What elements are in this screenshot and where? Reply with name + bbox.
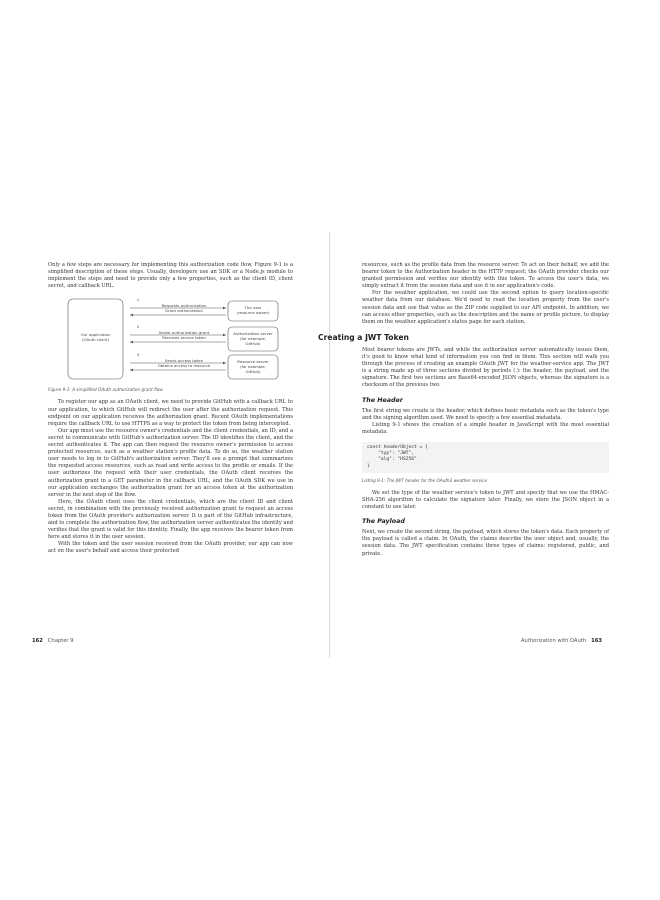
book-gutter [329,232,330,658]
subsection-heading: The Header [362,396,403,404]
authorization-server-label: Authorization server (for example, GitHub) [233,331,273,346]
arrow-label: Sends access token Obtains access to resource [157,358,211,368]
page-number: 163 [591,638,602,644]
paragraph: We set the type of the weather service's token to JWT and specify that we use the HMAC-SHA-256 algorithm to calculate the signature later. Finally, we store the JSON object in a constant to use later. [362,489,609,511]
paragraph: Next, we create the second string, the payload, which stores the token's data. Each property of the payload is called a claim. In OAuth, the claims describe the user object and, usually, the session data. The JWT specification contains three types of claims: registered, public, and private. [362,529,609,557]
paragraph: resources, such as the profile data from the resource server. To act on their behalf, we add the bearer token to the Authorization header in the HTTP request; the OAuth provider checks our granted permission and verifies our identity with this token. To access the user's data, we simply extract it from the session data and use it in our application's code. [362,262,609,290]
paragraph: With the token and the user session received from the OAuth provider, our app can now act on the user's behalf and access their protected [48,541,293,555]
oauth-flow-diagram [48,297,293,382]
right-page [318,262,609,558]
arrow-head [130,369,133,372]
resource-server-label: Resource server (for example, GitHub) [237,359,269,374]
running-head: Authorization with OAuth [521,638,587,644]
client-box-label: Our application (OAuth client) [80,332,111,342]
figure-caption: Figure 9-1: A simplified OAuth authorization grant flow [48,387,163,393]
paragraph: Our app must use the resource owner's credentials and the client credentials, an ID, and a secret to communicate with GitHub's authorization server. The ID identifies the client, and the secret authenticates it. The app can then request the resource owner's permission to access protected resources, such as a weather station's profile data. To do so, the weather station user needs to log in to GitHub's authorization server. They'll see a prompt that summarizes the requested access resources, such as read and write access to the profile or emails. If the user authorizes the request with their user credentials, the OAuth client receives the authorization grant in a GET parameter in the callback URL, and the OAuth SDK we use in our application exchanges the authorization grant for an access token at the authorization server in the next step of the flow. [48,427,293,498]
paragraph: Most bearer tokens are JWTs, and while the authorization server automatically issues them, it's good to know what kind of information you can find in them. This section will walk you through the process of creating an example OAuth JWT for the weather-service app. The JWT is a string made up of three sections divided by periods (.): the header, the payload, and the signature. The first two sections are Base64-encoded JSON objects, whereas the signature is a checksum of the previous two. [362,346,609,389]
right-folio [521,638,602,644]
arrow-label: Sends authorization grant Receives access token [158,330,210,340]
page-number: 162 [32,638,43,644]
section-heading: Creating a JWT Token [318,332,409,342]
listing-caption: Listing 9-1: The JWT header for the OAuth2 weather service [362,477,488,483]
running-head: Chapter 9 [47,638,74,644]
resource-owner-label: The user (resource owner) [236,305,270,315]
left-page [48,262,293,556]
arrow-head [130,314,133,317]
paragraph: To register our app as an OAuth client, we need to provide GitHub with a callback URL to our application, to which GitHub will redirect the user after the authorization request. This endpoint on our application receives the authorization grant. Recent OAuth implementations require the callback URL to use HTTPS as a way to protect the token from being intercepted. [48,399,293,427]
code-listing: const headerObject = { "typ": "JWT", "alg": "HS256" } [362,442,609,473]
paragraph: Only a few steps are necessary for implementing this authorization code flow. Figure 9-1 is a simplified description of these steps. Usually, developers use an SDK or a Node.js module to implement the steps and need to provide only a few properties, such as the client ID, client secret, and callback URL. [48,262,293,290]
arrow-head [130,341,133,344]
step-number: 2 [136,324,140,330]
subsection-heading: The Payload [362,518,405,526]
step-number: 1 [136,297,140,303]
left-folio [32,638,74,644]
step-number: 3 [136,352,140,358]
paragraph: The first string we create is the header, which defines basic metadata such as the token's type and the signing algorithm used. We need to specify a few essential metadata. [362,407,609,421]
paragraph: Listing 9-1 shows the creation of a simple header in JavaScript with the most essential metadata. [362,421,609,435]
arrow-label: Requests authorization Grant authorization [161,303,207,313]
paragraph: Here, the OAuth client uses the client credentials, which are the client ID and client secret, in combination with the previously received authorization grant to request an access token from the OAuth provider's authorization server. It is part of the GitHub infrastructure, and to complete the authorization flow, the authorization server authenticates the identity and verifies that the grant is valid for this identity. Finally, the app receives the bearer token from here and stores it in the user session. [48,498,293,541]
paragraph: For the weather application, we could use the second option to query location-specific weather data from our database. We'd need to read the location property from the user's session data and use that value as the ZIP code supplied to our API endpoint. In addition, we can access other properties, such as the description and the name or profile picture, to display them on the weather application's status page for each station. [362,290,609,325]
